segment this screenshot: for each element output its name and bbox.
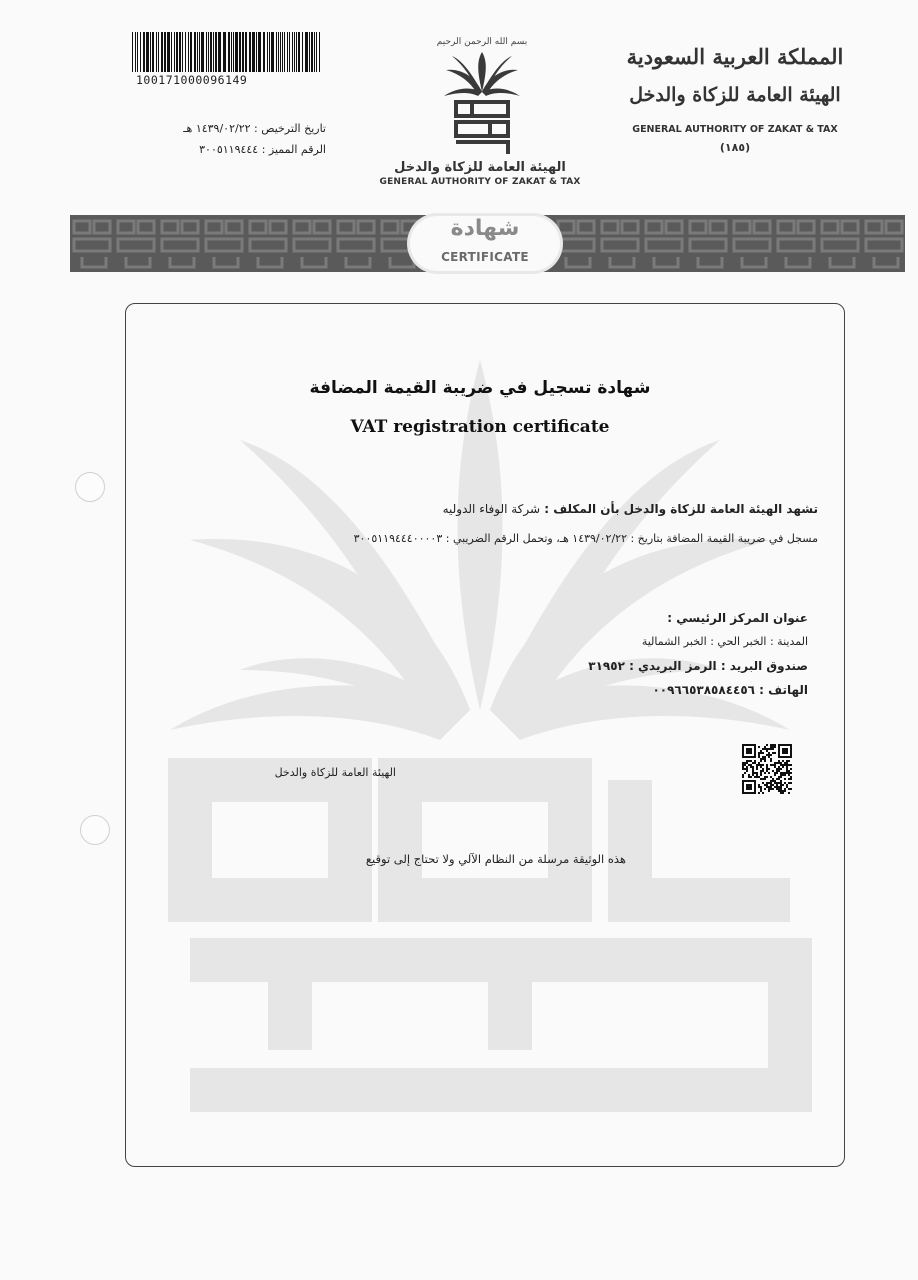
pobox-postal-code: صندوق البريد : الرمز البريدي : ٣١٩٥٢ (588, 659, 808, 673)
center-authority-arabic: الهيئة العامة للزكاة والدخل (394, 160, 566, 175)
auto-generated-note: هذه الوثيقة مرسلة من النظام الآلي ولا تحتاج إلى توقيع (365, 852, 626, 866)
license-date: تاريخ الترخيص : ١٤٣٩/٠٢/٢٢ هـ (183, 122, 326, 135)
certificate-title-english: VAT registration certificate (350, 417, 610, 437)
registration-statement: مسجل في ضريبة القيمة المضافة بتاريخ : ١٤٣٩/٠٢/٢٢ هـ، وتحمل الرقم الضريبي : ٣٠٠٥١١٩٤٤٤٠٠٠٠٣ (353, 532, 818, 545)
unique-number: الرقم المميز : ٣٠٠٥١١٩٤٤٤ (199, 143, 326, 156)
punch-hole (75, 472, 105, 502)
authority-name-english: GENERAL AUTHORITY OF ZAKAT & TAX (632, 124, 838, 135)
barcode (130, 32, 324, 86)
center-authority-english: GENERAL AUTHORITY OF ZAKAT & TAX (379, 177, 581, 187)
certify-statement (443, 502, 818, 516)
signature-authority: الهيئة العامة للزكاة والدخل (274, 766, 396, 779)
palm-logo-icon (432, 30, 532, 160)
kingdom-name: المملكة العربية السعودية (626, 44, 844, 69)
barcode-bars-icon (130, 32, 324, 72)
form-number: (١٨٥) (719, 141, 751, 154)
basmala-text: بسم الله الرحمن الرحيم (436, 37, 528, 47)
hq-address-label: عنوان المركز الرئيسي : (667, 611, 808, 625)
certify-text: تشهد الهيئة العامة للزكاة والدخل بأن المكلف : (544, 502, 818, 516)
watermark-logo-icon (130, 350, 830, 1130)
banner-title-english: CERTIFICATE (441, 250, 529, 264)
authority-name-arabic: الهيئة العامة للزكاة والدخل (629, 84, 841, 106)
city-district: المدينة : الخبر الحي : الخبر الشمالية (641, 635, 808, 648)
certificate-title-arabic: شهادة تسجيل في ضريبة القيمة المضافة (309, 378, 651, 398)
punch-hole (80, 815, 110, 845)
banner-title-arabic: شهادة (450, 216, 520, 241)
phone-number: الهاتف : ٠٠٩٦٦٥٣٨٥٨٤٤٥٦ (652, 683, 808, 697)
barcode-number: 100171000096149 (136, 73, 248, 87)
qr-code-icon (742, 744, 792, 794)
taxpayer-name: شركة الوفاء الدوليه (442, 502, 541, 516)
